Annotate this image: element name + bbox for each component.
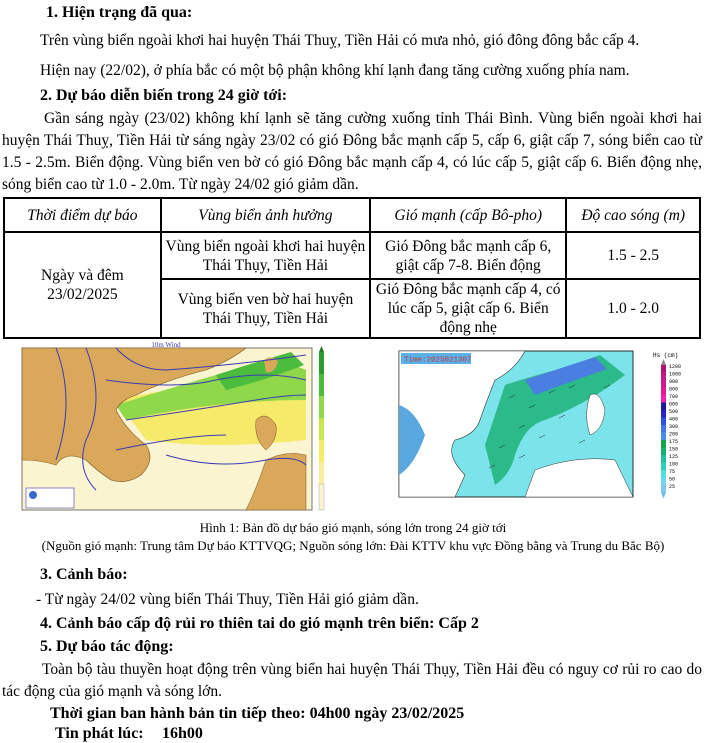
- section-4-heading: 4. Cảnh báo cấp độ rủi ro thiên tai do gió mạnh trên biển: Cấp 2: [40, 615, 479, 632]
- wind-map-title: 10m Wind: [151, 341, 181, 349]
- legend-swatch: [661, 448, 666, 456]
- legend-swatch: [661, 478, 666, 486]
- legend-label: 800: [669, 386, 679, 393]
- wave-cell: 1.0 - 2.0: [566, 279, 700, 338]
- legend-swatch: [661, 470, 666, 478]
- legend-swatch: [661, 455, 666, 463]
- legend-swatch: [661, 418, 666, 426]
- legend-label: 500: [669, 409, 679, 415]
- table-row: [4, 232, 700, 279]
- logo-icon: [29, 491, 37, 499]
- legend-swatch: [661, 440, 666, 448]
- wave-cell: 1.5 - 2.5: [566, 232, 700, 279]
- legend-swatch: [661, 365, 666, 373]
- section-2-paragraph: Gần sáng ngày (23/02) không khí lạnh sẽ tăng cường xuống tỉnh Thái Bình. Vùng biển ngoài khơi hai huyện Thái Thuỵ, Tiền Hải từ sáng ngày 23/02 có gió Đông bắc mạnh cấp 5, cấp 6, giật cấp 7, sóng biển cao từ 1.5 - 2.5m. Biển động. Vùng biển ven bờ có gió Đông bắc mạnh cấp 4, có lúc cấp 5, giật cấp 6. Biển động nhẹ, sóng biển cao từ 1.0 - 2.0m. Từ ngày 24/02 gió giảm dần.: [2, 110, 702, 193]
- wave-forecast-map: [385, 345, 703, 505]
- legend-label: 200: [669, 431, 679, 438]
- legend-label: 25: [669, 484, 676, 490]
- legend-swatch: [661, 403, 666, 411]
- section-1-heading: 1. Hiện trạng đã qua:: [46, 4, 193, 21]
- header-wave-height: Độ cao sóng (m): [566, 198, 700, 232]
- section-1-line-1: Trên vùng biển ngoài khơi hai huyện Thái Thuỵ, Tiền Hải có mưa nhỏ, gió đông đông bắc cấp 4.: [40, 32, 640, 49]
- table-header-row: [4, 198, 700, 232]
- wind-forecast-map: [16, 340, 328, 516]
- forecast-time-cell: Ngày và đêm 23/02/2025: [4, 232, 161, 338]
- legend-swatch: [661, 380, 666, 388]
- wind-cell: Gió Đông bắc mạnh cấp 4, có lúc cấp 5, giật cấp 6. Biển động nhẹ: [370, 279, 566, 338]
- legend-label: 175: [669, 439, 679, 445]
- issued-label: Tin phát lúc:: [55, 725, 144, 742]
- area-cell: Vùng biển ven bờ hai huyện Thái Thụy, Tiền Hải: [161, 279, 370, 338]
- section-5-paragraph: Toàn bộ tàu thuyền hoạt động trên vùng biển hai huyện Thái Thụy, Tiền Hải đều có nguy cơ rủi ro cao do tác động của gió mạnh và sóng lớn.: [2, 661, 702, 700]
- legend-label: 900: [669, 379, 679, 385]
- legend-label: 1000: [669, 371, 682, 378]
- legend-label: 1200: [669, 364, 682, 370]
- legend-label: 300: [669, 424, 679, 430]
- legend-swatch: [661, 395, 666, 403]
- header-forecast-time: Thời điểm dự báo: [4, 198, 161, 232]
- legend-label: 100: [669, 461, 679, 468]
- legend-swatch: [661, 463, 666, 471]
- wave-legend-title: Hs (cm): [653, 352, 679, 359]
- legend-label: 400: [669, 416, 679, 423]
- legend-label: 125: [669, 454, 679, 460]
- section-2-heading: 2. Dự báo diễn biến trong 24 giờ tới:: [40, 87, 288, 104]
- legend-swatch: [661, 433, 666, 441]
- wave-map-time-label: Time:2025021307: [404, 356, 472, 365]
- section-3-line: - Từ ngày 24/02 vùng biển Thái Thuy, Tiền Hải gió giảm dần.: [36, 591, 419, 608]
- legend-swatch: [661, 425, 666, 433]
- section-1-line-2: Hiện nay (22/02), ở phía bắc có một bộ phận không khí lạnh đang tăng cường xuống phía nam.: [40, 62, 630, 79]
- header-strong-wind: Gió mạnh (cấp Bô-pho): [370, 198, 566, 232]
- wind-colorbar: [319, 346, 324, 510]
- section-5-heading: 5. Dự báo tác động:: [40, 638, 174, 655]
- legend-label: 700: [669, 394, 679, 400]
- issued-time: 16h00: [162, 725, 203, 742]
- legend-label: 50: [669, 476, 676, 483]
- wind-cell: Gió Đông bắc mạnh cấp 6, giật cấp 7-8. Biển động: [370, 232, 566, 279]
- header-affected-area: Vùng biển ảnh hưởng: [161, 198, 370, 232]
- legend-swatch: [661, 388, 666, 396]
- area-cell: Vùng biển ngoài khơi hai huyện Thái Thụy, Tiền Hải: [161, 232, 370, 279]
- next-bulletin-time: Thời gian ban hành bản tin tiếp theo: 04h00 ngày 23/02/2025: [50, 705, 465, 722]
- legend-swatch: [661, 373, 666, 381]
- legend-label: 75: [669, 469, 676, 475]
- legend-label: 600: [669, 401, 679, 408]
- figure-caption: Hình 1: Bản đồ dự báo gió mạnh, sóng lớn trong 24 giờ tới: [199, 520, 507, 535]
- legend-swatch: [661, 410, 666, 418]
- legend-swatch: [661, 485, 666, 493]
- legend-label: 150: [669, 446, 679, 453]
- section-3-heading: 3. Cảnh báo:: [40, 566, 128, 583]
- forecast-table: [3, 197, 701, 339]
- figure-source: (Nguồn gió mạnh: Trung tâm Dự báo KTTVQG; Nguồn sóng lớn: Đài KTTV khu vực Đồng bằng và Trung du Bắc Bộ): [41, 538, 665, 553]
